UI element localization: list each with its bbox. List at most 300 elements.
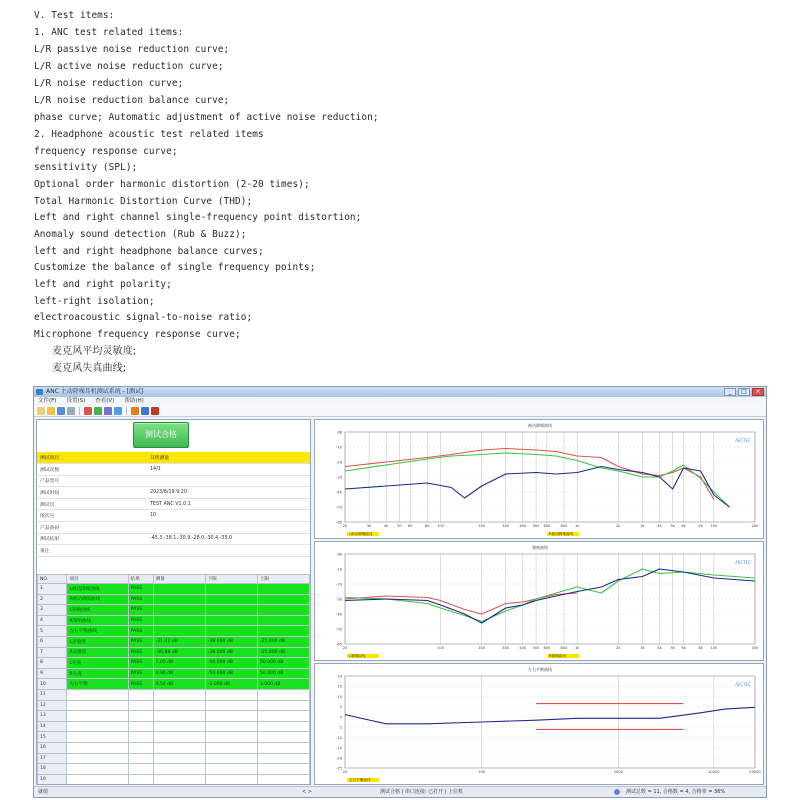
- row-number: 19: [38, 774, 67, 785]
- x-tick-label: 2k: [616, 524, 621, 528]
- x-tick-label: 20: [342, 646, 348, 650]
- x-tick-label: 100: [437, 524, 444, 528]
- menu-settings[interactable]: 设置(S): [66, 398, 86, 404]
- y-tick-label: -30: [336, 475, 342, 480]
- y-tick-label: -20: [336, 460, 342, 465]
- table-row[interactable]: [38, 753, 310, 764]
- result-cell-res: PASS: [128, 679, 153, 690]
- info-value: 2023/6/19 9:20: [147, 487, 310, 499]
- x-tick-label: 10k: [710, 646, 718, 650]
- results-header-cell[interactable]: 下限: [205, 575, 257, 584]
- x-tick-label: 40: [383, 524, 389, 528]
- y-tick-label: dB: [337, 552, 342, 557]
- x-tick-label: 400: [519, 646, 527, 650]
- x-tick-label: 500: [532, 524, 540, 528]
- result-cell-no: 9: [38, 668, 67, 679]
- empty-cell: [257, 711, 309, 722]
- chart-title: 频响曲线: [532, 545, 548, 550]
- x-tick-label: 8k: [698, 524, 703, 528]
- result-cell-res: PASS: [128, 594, 153, 605]
- row-number: 15: [38, 732, 67, 743]
- result-cell-val: [153, 584, 205, 595]
- result-cell-hi: [257, 594, 309, 605]
- series-line: [345, 569, 755, 622]
- row-number: 12: [38, 700, 67, 711]
- info-key: 备注: [37, 545, 147, 557]
- empty-cell: [128, 732, 153, 743]
- y-tick-label: -40: [336, 612, 342, 617]
- empty-cell: [128, 721, 153, 732]
- doc-line: V. Test items:: [34, 10, 115, 21]
- new-icon[interactable]: [37, 407, 45, 415]
- menu-file[interactable]: 文件(F): [38, 398, 57, 404]
- x-tick-label: 2000: [613, 770, 623, 774]
- status-bar: [34, 786, 766, 797]
- chart-title: 被动降噪曲线: [528, 423, 552, 428]
- series-line: [345, 453, 729, 507]
- x-tick-label: 20k: [751, 524, 759, 528]
- table-row[interactable]: [38, 742, 310, 753]
- table-row[interactable]: [38, 658, 310, 669]
- y-tick-label: 0: [339, 715, 342, 720]
- x-tick-label: 300: [502, 646, 510, 650]
- x-tick-label: 5k: [670, 646, 675, 650]
- y-tick-label: -30: [336, 597, 342, 602]
- pass-status-button[interactable]: 测试合格: [133, 422, 189, 448]
- empty-cell: [205, 689, 257, 700]
- result-cell-res: PASS: [128, 584, 153, 595]
- result-cell-lo: -50.000 dB: [205, 658, 257, 669]
- result-cell-lo: -3.000 dB: [205, 679, 257, 690]
- x-tick-label: 300: [502, 524, 510, 528]
- y-tick-label: -20: [336, 582, 342, 587]
- y-tick-label: 10: [337, 694, 342, 699]
- results-header-cell[interactable]: 项目: [67, 575, 128, 584]
- result-cell-item: L灵敏度: [67, 636, 128, 647]
- result-cell-res: PASS: [128, 636, 153, 647]
- result-cell-no: 2: [38, 594, 67, 605]
- result-cell-res: PASS: [128, 658, 153, 669]
- x-tick-label: 200: [478, 770, 486, 774]
- chart-svg: [315, 664, 765, 786]
- row-number: 14: [38, 721, 67, 732]
- results-header-cell[interactable]: 测量: [153, 575, 205, 584]
- table-row[interactable]: [38, 636, 310, 647]
- y-tick-label: -10: [336, 735, 342, 740]
- result-cell-hi: -25.000 dB: [257, 647, 309, 658]
- y-tick-label: 20: [337, 674, 342, 679]
- info-key: 测试员: [37, 498, 147, 510]
- doc-line: Anomaly sound detection (Rub & Buzz);: [34, 229, 247, 240]
- x-tick-label: 1k: [575, 646, 580, 650]
- legend-label: R被动降噪曲线: [549, 532, 574, 536]
- results-header-cell[interactable]: 上限: [257, 575, 309, 584]
- info-key: 测试项目: [37, 452, 147, 464]
- results-header-cell[interactable]: NO.: [38, 575, 67, 584]
- x-tick-label: 80: [424, 524, 430, 528]
- x-tick-label: 10k: [710, 524, 718, 528]
- status-indicator-icon: [614, 789, 620, 795]
- result-cell-item: L被动降噪曲线: [67, 584, 128, 595]
- table-row[interactable]: [38, 647, 310, 658]
- y-tick-label: -10: [336, 445, 342, 450]
- result-cell-val: 1.05 dB: [153, 658, 205, 669]
- table-row[interactable]: [38, 626, 310, 637]
- table-row[interactable]: [38, 605, 310, 616]
- empty-cell: [153, 711, 205, 722]
- doc-line: electroacoustic signal-to-noise ratio;: [34, 312, 253, 323]
- x-tick-label: 20: [342, 524, 348, 528]
- y-tick-label: -40: [336, 490, 342, 495]
- result-cell-val: [153, 626, 205, 637]
- info-value: [147, 522, 310, 534]
- doc-line: left and right headphone balance curves;: [34, 246, 264, 257]
- empty-cell: [205, 764, 257, 775]
- empty-cell: [257, 742, 309, 753]
- empty-cell: [205, 774, 257, 785]
- info-row: [37, 522, 310, 534]
- y-tick-label: -50: [336, 505, 342, 510]
- doc-line: frequency response curve;: [34, 146, 178, 157]
- result-cell-res: PASS: [128, 647, 153, 658]
- legend-label: L频响曲线: [349, 654, 366, 658]
- y-tick-label: -20: [336, 756, 342, 761]
- x-tick-label: 4k: [657, 524, 662, 528]
- maximize-button[interactable]: □: [738, 388, 750, 396]
- results-header-cell[interactable]: 结果: [128, 575, 153, 584]
- doc-line: Customize the balance of single frequency points;: [34, 262, 316, 273]
- info-key: 测试次数: [37, 464, 147, 476]
- x-tick-label: 20: [342, 770, 348, 774]
- empty-cell: [67, 689, 128, 700]
- empty-cell: [128, 711, 153, 722]
- result-cell-no: 6: [38, 636, 67, 647]
- info-value: 14/1: [147, 464, 310, 476]
- result-cell-lo: [205, 626, 257, 637]
- result-cell-val: 0.54 dB: [153, 679, 205, 690]
- empty-cell: [257, 753, 309, 764]
- empty-cell: [67, 764, 128, 775]
- result-cell-hi: -25.000 dB: [257, 636, 309, 647]
- doc-line: Optional order harmonic distortion (2-20 times);: [34, 179, 310, 190]
- x-tick-label: 4k: [657, 646, 662, 650]
- result-cell-item: R频响曲线: [67, 615, 128, 626]
- empty-cell: [205, 711, 257, 722]
- info-row: [37, 452, 310, 464]
- info-key: 产品条码: [37, 522, 147, 534]
- empty-cell: [67, 700, 128, 711]
- result-cell-val: [153, 594, 205, 605]
- x-tick-label: 200: [478, 646, 486, 650]
- result-cell-item: R失真: [67, 668, 128, 679]
- x-tick-label: 800: [560, 646, 568, 650]
- left-panel: [36, 419, 311, 785]
- y-tick-label: -60: [336, 520, 342, 525]
- empty-cell: [153, 700, 205, 711]
- x-tick-label: 1k: [575, 524, 580, 528]
- status-connection: 测试合格 | 串口连接: 已打开 | 上位机: [380, 789, 464, 795]
- table-row[interactable]: [38, 700, 310, 711]
- table-row[interactable]: [38, 774, 310, 785]
- info-value: -45.3,-38.1,-30.9,-28.0,-30.4,-35.0: [147, 533, 310, 545]
- x-tick-label: 8k: [698, 646, 703, 650]
- y-tick-label: -5: [338, 725, 342, 730]
- empty-cell: [153, 721, 205, 732]
- info-key: 测试时间: [37, 487, 147, 499]
- y-tick-label: dB: [337, 430, 342, 435]
- chart-title: 左右平衡曲线: [528, 667, 552, 672]
- empty-cell: [128, 774, 153, 785]
- exit-icon[interactable]: [151, 407, 159, 415]
- empty-cell: [67, 711, 128, 722]
- app-window: [33, 386, 767, 798]
- x-tick-label: 3k: [640, 646, 645, 650]
- status-ready: 就绪: [38, 789, 49, 795]
- app-icon: [36, 389, 43, 395]
- close-button[interactable]: ×: [752, 388, 764, 396]
- minimize-button[interactable]: _: [724, 388, 736, 396]
- result-cell-res: PASS: [128, 668, 153, 679]
- settings-icon[interactable]: [104, 407, 112, 415]
- empty-cell: [205, 742, 257, 753]
- x-tick-label: 3k: [640, 524, 645, 528]
- result-cell-val: -31.42 dB: [153, 636, 205, 647]
- window-title: ANC 主动降噪耳机测试系统 - [测试]: [46, 388, 144, 395]
- y-tick-label: 5: [339, 705, 342, 710]
- table-row[interactable]: [38, 584, 310, 595]
- doc-line: left and right polarity;: [34, 279, 172, 290]
- doc-line: 1. ANC test related items:: [34, 27, 184, 38]
- table-row[interactable]: [38, 679, 310, 690]
- y-tick-label: -60: [336, 642, 342, 647]
- info-value: [147, 545, 310, 557]
- y-tick-label: 15: [337, 684, 342, 689]
- result-cell-no: 8: [38, 658, 67, 669]
- result-cell-no: 4: [38, 615, 67, 626]
- doc-line: Left and right channel single-frequency point distortion;: [34, 212, 362, 223]
- empty-cell: [67, 742, 128, 753]
- legend-label: R频响曲线: [549, 654, 566, 658]
- legend-label: L被动降噪曲线: [349, 532, 373, 536]
- calibrate-icon[interactable]: [114, 407, 122, 415]
- x-tick-label: 600: [543, 524, 551, 528]
- result-cell-no: 7: [38, 647, 67, 658]
- doc-line: L/R passive noise reduction curve;: [34, 44, 230, 55]
- y-tick-label: -15: [336, 746, 342, 751]
- empty-cell: [257, 700, 309, 711]
- empty-cell: [205, 700, 257, 711]
- result-cell-item: 左右平衡: [67, 679, 128, 690]
- save-icon[interactable]: [57, 407, 65, 415]
- row-number: 17: [38, 753, 67, 764]
- title-bar: [34, 387, 766, 397]
- info-key: 批次号: [37, 510, 147, 522]
- x-tick-label: 10000: [708, 770, 720, 774]
- chart-svg: [315, 542, 765, 662]
- table-row[interactable]: [38, 668, 310, 679]
- result-cell-hi: [257, 626, 309, 637]
- x-tick-label: 50: [397, 524, 402, 528]
- info-key: 产品型号: [37, 475, 147, 487]
- result-cell-val: 0.96 dB: [153, 668, 205, 679]
- chart-balance: [314, 663, 764, 785]
- result-cell-lo: [205, 615, 257, 626]
- empty-cell: [128, 753, 153, 764]
- empty-cell: [128, 689, 153, 700]
- x-tick-label: 5k: [670, 524, 675, 528]
- empty-cell: [205, 721, 257, 732]
- doc-line: L/R active noise reduction curve;: [34, 61, 224, 72]
- empty-cell: [205, 732, 257, 743]
- row-number: 13: [38, 711, 67, 722]
- info-icon[interactable]: [141, 407, 149, 415]
- result-cell-val: [153, 615, 205, 626]
- empty-cell: [257, 732, 309, 743]
- table-row[interactable]: [38, 594, 310, 605]
- result-cell-item: R被动降噪曲线: [67, 594, 128, 605]
- print-icon[interactable]: [67, 407, 75, 415]
- info-row: [37, 498, 310, 510]
- chart-icon[interactable]: [131, 407, 139, 415]
- info-row: [37, 475, 310, 487]
- empty-cell: [153, 774, 205, 785]
- chart-passive-nr: [314, 419, 764, 539]
- x-tick-label: 200: [478, 524, 486, 528]
- result-cell-val: -30.88 dB: [153, 647, 205, 658]
- open-icon[interactable]: [47, 407, 55, 415]
- result-cell-lo: [205, 605, 257, 616]
- x-tick-label: 100: [437, 646, 444, 650]
- doc-line: 麦克风平均灵敏度;: [52, 346, 137, 357]
- info-row: [37, 464, 310, 476]
- result-cell-no: 3: [38, 605, 67, 616]
- menu-view[interactable]: 查看(V): [95, 398, 115, 404]
- info-row: [37, 510, 310, 522]
- info-row: [37, 487, 310, 499]
- series-line: [345, 593, 577, 614]
- result-cell-res: PASS: [128, 615, 153, 626]
- x-tick-label: 20k: [751, 646, 759, 650]
- result-cell-no: 1: [38, 584, 67, 595]
- x-tick-label: 6k: [681, 646, 686, 650]
- empty-cell: [257, 721, 309, 732]
- x-tick-label: 60: [407, 524, 413, 528]
- result-cell-item: 左右平衡曲线: [67, 626, 128, 637]
- result-cell-lo: [205, 584, 257, 595]
- x-tick-label: 30: [366, 524, 372, 528]
- empty-cell: [128, 700, 153, 711]
- empty-cell: [257, 774, 309, 785]
- empty-cell: [128, 742, 153, 753]
- result-cell-item: L失真: [67, 658, 128, 669]
- brand-logo: AECTEC: [735, 682, 751, 687]
- empty-cell: [153, 753, 205, 764]
- result-cell-val: [153, 605, 205, 616]
- doc-line: left-right isolation;: [34, 296, 155, 307]
- table-row[interactable]: [38, 689, 310, 700]
- pass-area: [37, 420, 310, 452]
- x-tick-label: 600: [543, 646, 551, 650]
- empty-cell: [257, 764, 309, 775]
- y-tick-label: -10: [336, 567, 342, 572]
- info-row: [37, 533, 310, 545]
- doc-line: phase curve; Automatic adjustment of active noise reduction;: [34, 112, 379, 123]
- empty-cell: [128, 764, 153, 775]
- result-cell-lo: [205, 594, 257, 605]
- info-key: 测试结果: [37, 533, 147, 545]
- brand-logo: AECTEC: [735, 560, 751, 565]
- status-arrows[interactable]: < >: [302, 789, 312, 795]
- info-value: TEST ANC V1.0.1: [147, 498, 310, 510]
- result-cell-res: PASS: [128, 605, 153, 616]
- doc-line: Microphone frequency response curve;: [34, 329, 241, 340]
- doc-line: L/R noise reduction curve;: [34, 78, 184, 89]
- x-tick-label: 20000: [749, 770, 761, 774]
- result-cell-item: L频响曲线: [67, 605, 128, 616]
- y-tick-label: -50: [336, 627, 342, 632]
- result-cell-hi: [257, 584, 309, 595]
- result-cell-no: 10: [38, 679, 67, 690]
- doc-line: Total Harmonic Distortion Curve (THD);: [34, 196, 253, 207]
- results-table: [37, 574, 310, 785]
- empty-cell: [67, 774, 128, 785]
- info-value: 10: [147, 510, 310, 522]
- info-table: [37, 452, 310, 557]
- result-cell-no: 5: [38, 626, 67, 637]
- table-row[interactable]: [38, 615, 310, 626]
- x-tick-label: 500: [532, 646, 540, 650]
- empty-cell: [153, 732, 205, 743]
- empty-cell: [153, 742, 205, 753]
- result-cell-lo: -38.000 dB: [205, 647, 257, 658]
- table-row[interactable]: [38, 732, 310, 743]
- result-cell-hi: [257, 615, 309, 626]
- result-cell-hi: 50.000 dB: [257, 668, 309, 679]
- plot-frame: [345, 676, 755, 768]
- empty-cell: [67, 721, 128, 732]
- table-row[interactable]: [38, 711, 310, 722]
- doc-line: sensitivity (SPL);: [34, 162, 138, 173]
- doc-line: L/R noise reduction balance curve;: [34, 95, 230, 106]
- doc-line: 2. Headphone acoustic test related items: [34, 129, 264, 140]
- stop-icon[interactable]: [84, 407, 92, 415]
- info-row: [37, 545, 310, 557]
- row-number: 16: [38, 742, 67, 753]
- table-row[interactable]: [38, 764, 310, 775]
- result-cell-res: PASS: [128, 626, 153, 637]
- x-tick-label: 6k: [681, 524, 686, 528]
- x-tick-label: 800: [560, 524, 568, 528]
- empty-cell: [67, 732, 128, 743]
- legend-label: 左右平衡曲线: [349, 778, 371, 782]
- result-cell-lo: -50.000 dB: [205, 668, 257, 679]
- info-value: [147, 475, 310, 487]
- menu-help[interactable]: 帮助(H): [124, 398, 144, 404]
- row-number: 11: [38, 689, 67, 700]
- status-stats: 测试总数 = 11, 合格数 = 4, 合格率 = 36%: [626, 789, 726, 795]
- chart-frequency-response: [314, 541, 764, 661]
- doc-line: 麦克风失真曲线;: [52, 363, 127, 374]
- toolbar: [34, 405, 766, 417]
- chart-svg: [315, 420, 765, 540]
- table-row[interactable]: [38, 721, 310, 732]
- x-tick-label: 2k: [616, 646, 621, 650]
- run-icon[interactable]: [94, 407, 102, 415]
- result-cell-item: R灵敏度: [67, 647, 128, 658]
- empty-cell: [153, 764, 205, 775]
- info-value: 耳机测量: [147, 452, 310, 464]
- result-cell-hi: [257, 605, 309, 616]
